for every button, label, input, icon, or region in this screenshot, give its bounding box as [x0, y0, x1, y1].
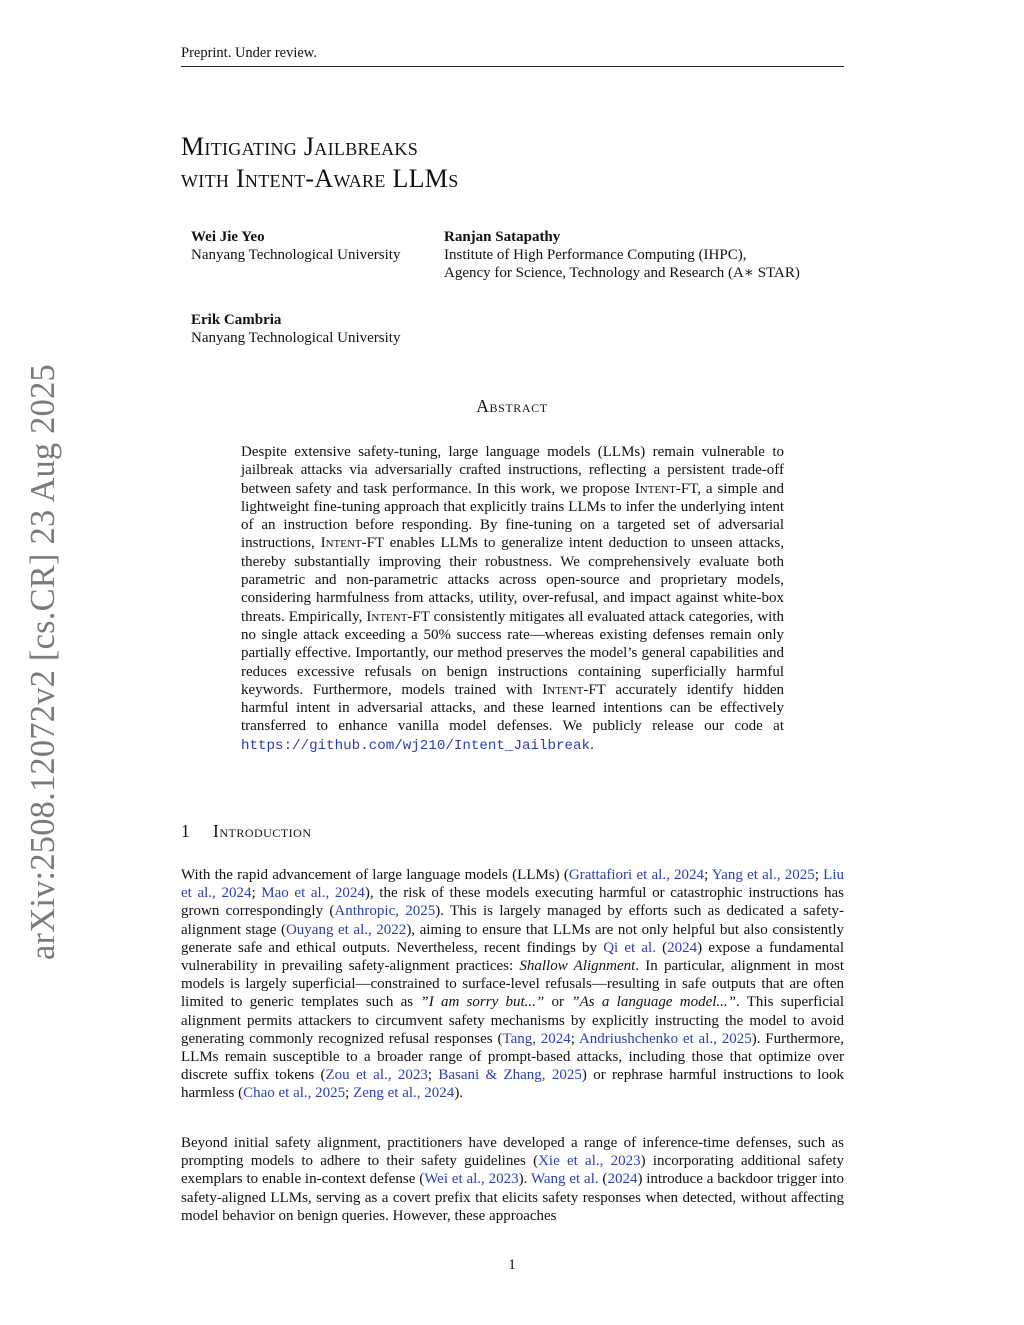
running-header: Preprint. Under review.	[181, 45, 317, 61]
citation-link[interactable]: Xie et al., 2023	[538, 1153, 641, 1170]
citation-link[interactable]: Yang et al., 2025	[711, 867, 815, 883]
method-suffix: -FT	[407, 608, 430, 625]
author-name: Ranjan Satapathy	[444, 229, 561, 245]
citation-link[interactable]: Wei et al., 2023	[424, 1171, 519, 1188]
citation-link[interactable]: Grattafiori et al., 2024	[568, 867, 705, 883]
abstract-sentence: Despite extensive safety-tuning, large language models (LLMs) remain vulnerable to jailbreak attacks via adversarially crafted instructions, reflecting a persistent trade-off between safety and task performance. In this work, we propose	[241, 444, 784, 497]
abstract-sentence: consistently mitigates all evaluated attack categories, with no single attack exceeding a	[241, 608, 784, 643]
author-name: Wei Jie Yeo	[191, 229, 265, 245]
emphasis: ”I am sorry but...”	[420, 994, 545, 1011]
citation-link[interactable]: Basani & Zhang, 2025	[438, 1067, 582, 1084]
section-heading	[181, 821, 312, 842]
abstract-sentence: success rate—whereas existing defenses remain only partially effective. Importantly, our method preserves the model’s general capabilities and reduces excessive refusals on benign instructions containing superficially harmful keywords. Furthermore, models trained with	[241, 626, 784, 698]
intro-paragraph-2: Beyond initial safety alignment, practitioners have developed a range of inference-time defenses, such as prompting models to adhere to their safety guidelines (Xie et al., 2023) incorporating additional safety exemplars to enable in-context defense (Wei et al., 2023). Wang et al. (2024) introduce a backdoor trigger into safety-aligned LLMs, serving as a covert prefix that elicits safety responses when detected, without affecting model behavior on benign queries. However, these approaches	[181, 1135, 845, 1224]
percent-value: 50%	[423, 626, 451, 643]
page-number: 1	[508, 1257, 516, 1273]
author-affiliation: Agency for Science, Technology and Research (A∗ STAR)	[444, 265, 800, 282]
method-name: Intent	[366, 608, 408, 625]
abstract-sentence: accurately identify hidden harmful intent in adversarial attacks, and these learned intentions can be effectively transferred to enhance vanilla model defenses. We publicly release our code at	[241, 681, 784, 735]
author-affiliation: Nanyang Technological University	[191, 330, 401, 347]
author-block	[191, 311, 400, 347]
method-suffix: -FT	[675, 480, 698, 497]
header-rule	[181, 66, 844, 67]
abstract-sentence: enables LLMs to generalize intent deduction to unseen attacks, thereby substantially improving their robustness. We comprehensively evaluate both parametric and non-parametric attacks across open-source and proprietary models, considering harmfulness from attacks, utility, over-refusal, and impact against white-box threats. Empirically,	[241, 535, 785, 625]
title-line-1: Mitigating Jailbreaks	[181, 132, 419, 161]
method-suffix: -FT	[361, 535, 384, 552]
abstract-text	[241, 443, 784, 755]
citation-link[interactable]: Anthropic, 2025	[334, 903, 436, 920]
citation-link[interactable]: Mao et al., 2024	[261, 885, 365, 902]
author-block	[444, 228, 800, 283]
citation-link[interactable]: Ouyang et al., 2022	[285, 921, 407, 938]
citation-link[interactable]: 2024	[667, 939, 698, 956]
abstract-heading: Abstract	[476, 396, 548, 416]
citation-link[interactable]: Zou et al., 2023	[325, 1067, 428, 1084]
code-url-link[interactable]: https://github.com/wj210/Intent_Jailbreak	[241, 737, 591, 754]
citation-link[interactable]: Qi et al.	[603, 939, 656, 956]
abstract-sentence: .	[590, 736, 594, 753]
method-suffix: -FT	[583, 681, 606, 698]
method-name: Intent	[634, 480, 676, 497]
title-line-2: with Intent-Aware LLMs	[181, 164, 459, 193]
citation-link[interactable]: Chao et al., 2025	[243, 1085, 346, 1102]
citation-link[interactable]: Andriushchenko et al., 2025	[578, 1030, 752, 1047]
method-name: Intent	[542, 681, 584, 698]
intro-paragraph-1: With the rapid advancement of large language models (LLMs) (Grattafiori et al., 2024; Yang et al., 2025; Liu et al., 2024; Mao et al., 2024), the risk of these models executing harmful or catastrophic instructions has grown correspondingly (Anthropic, 2025). This is largely managed by efforts such as dedicated a safety-alignment stage (Ouyang et al., 2022), aiming to ensure that LLMs are not only helpful but also consistently generate safe and ethical outputs. Nevertheless, recent findings by Qi et al. (2024) expose a fundamental vulnerability in prevailing safety-alignment practices: Shallow Alignment. In particular, alignment in most models is largely superficial—constrained to surface-level refusals—resulting in safe outputs that are often limited to generic templates such as ”I am sorry but...” or ”As a language model...”. This superficial alignment permits attackers to circumvent safety mechanisms by explicitly instructing the model to avoid generating commonly recognized refusal responses (Tang, 2024; Andriushchenko et al., 2025). Furthermore, LLMs remain susceptible to a broader range of prompt-based attacks, including those that optimize over discrete suffix tokens (Zou et al., 2023; Basani & Zhang, 2025) or rephrase harmful instructions to look harmless (Chao et al., 2025; Zeng et al., 2024).	[181, 867, 845, 1102]
citation-link[interactable]: Wang et al.	[530, 1171, 599, 1188]
author-block	[191, 228, 400, 264]
citation-link[interactable]: Liu et al., 2024	[181, 867, 844, 902]
author-affiliation: Institute of High Performance Computing (IHPC),	[444, 247, 747, 264]
author-affiliation: Nanyang Technological University	[191, 247, 401, 264]
section-title: Introduction	[213, 821, 312, 841]
citation-link[interactable]: Tang, 2024	[502, 1030, 571, 1047]
citation-link[interactable]: 2024	[607, 1171, 638, 1188]
method-name: Intent	[320, 535, 362, 552]
arxiv-identifier[interactable]: arXiv:2508.12072v2 [cs.CR] 23 Aug 2025	[24, 364, 62, 960]
emphasis: ”As a language model...”	[571, 994, 737, 1011]
author-name: Erik Cambria	[191, 312, 282, 328]
abstract-sentence: , a simple and lightweight fine-tuning approach that explicitly trains LLMs to infer the underlying intent of an instruction before responding. By fine-tuning on a targeted set of adversarial instructions,	[241, 480, 784, 552]
emphasis: Shallow Alignment	[519, 958, 636, 975]
section-number: 1	[181, 821, 190, 841]
citation-link[interactable]: Zeng et al., 2024	[353, 1085, 455, 1102]
paper-title	[181, 131, 459, 195]
